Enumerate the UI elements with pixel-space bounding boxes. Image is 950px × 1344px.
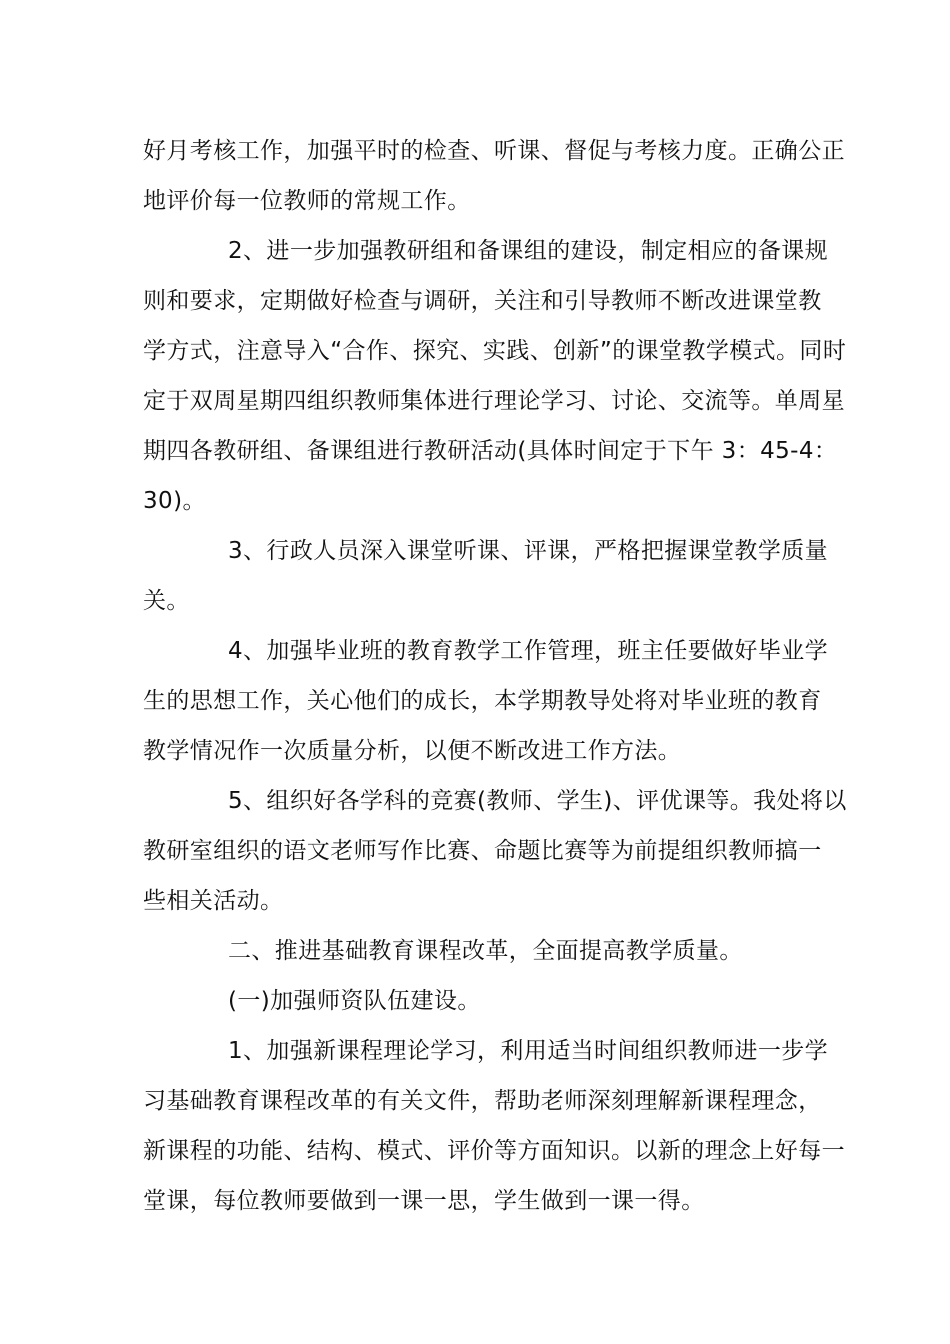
text-line: 生的思想工作，关心他们的成长，本学期教导处将对毕业班的教育 — [143, 688, 822, 714]
text-line: 期四各教研组、备课组进行教研活动(具体时间定于下午 3：45-4： — [143, 438, 838, 464]
paragraph-first-line: 4、加强毕业班的教育教学工作管理，班主任要做好毕业学 — [228, 638, 829, 664]
text-line: 地评价每一位教师的常规工作。 — [143, 188, 471, 214]
paragraph-first-line: 2、进一步加强教研组和备课组的建设，制定相应的备课规 — [228, 238, 829, 264]
section-heading: 二、推进基础教育课程改革，全面提高教学质量。 — [228, 938, 743, 964]
paragraph-first-line: 1、加强新课程理论学习，利用适当时间组织教师进一步学 — [228, 1038, 829, 1064]
text-line: 关。 — [143, 588, 190, 614]
paragraph-first-line: 5、组织好各学科的竞赛(教师、学生)、评优课等。我处将以 — [228, 788, 847, 814]
paragraph-first-line: 3、行政人员深入课堂听课、评课，严格把握课堂教学质量 — [228, 538, 829, 564]
text-line: 堂课，每位教师要做到一课一思，学生做到一课一得。 — [143, 1188, 705, 1214]
text-line: 些相关活动。 — [143, 888, 284, 914]
text-line: 学方式，注意导入“合作、探究、实践、创新”的课堂教学模式。同时 — [143, 338, 847, 364]
subsection-heading: (一)加强师资队伍建设。 — [228, 988, 481, 1014]
text-line: 30)。 — [143, 488, 206, 514]
text-line: 教研室组织的语文老师写作比赛、命题比赛等为前提组织教师搞一 — [143, 838, 822, 864]
text-line: 好月考核工作，加强平时的检查、听课、督促与考核力度。正确公正 — [143, 138, 845, 164]
text-line: 教学情况作一次质量分析，以便不断改进工作方法。 — [143, 738, 682, 764]
text-line: 新课程的功能、结构、模式、评价等方面知识。以新的理念上好每一 — [143, 1138, 845, 1164]
text-line: 定于双周星期四组织教师集体进行理论学习、讨论、交流等。单周星 — [143, 388, 845, 414]
text-line: 习基础教育课程改革的有关文件，帮助老师深刻理解新课程理念， — [143, 1088, 822, 1114]
text-line: 则和要求，定期做好检查与调研，关注和引导教师不断改进课堂教 — [143, 288, 822, 314]
